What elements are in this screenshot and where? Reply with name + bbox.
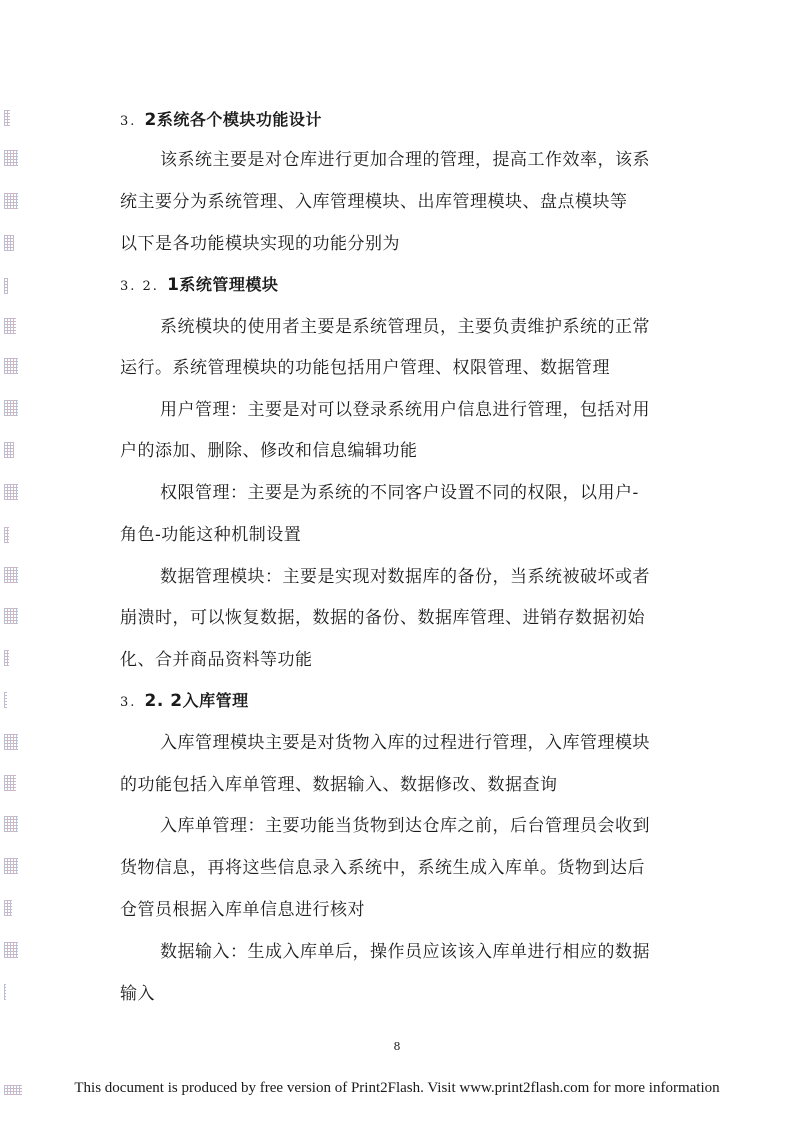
margin-mark bbox=[4, 608, 18, 624]
subsection-title: 系统管理模块 bbox=[179, 275, 279, 294]
paragraph-line: 角色-功能这种机制设置 bbox=[120, 525, 302, 545]
paragraph-line: 货物信息，再将这些信息录入系统中，系统生成入库单。货物到达后 bbox=[120, 858, 645, 878]
paragraph-line: 入库管理模块主要是对货物入库的过程进行管理，入库管理模块 bbox=[160, 733, 650, 753]
paragraph-line: 数据输入：生成入库单后，操作员应该该入库单进行相应的数据 bbox=[160, 942, 650, 962]
margin-mark bbox=[4, 278, 8, 294]
margin-mark bbox=[4, 193, 18, 209]
section-heading bbox=[120, 108, 680, 134]
paragraph-line: 崩溃时，可以恢复数据，数据的备份、数据库管理、进销存数据初始 bbox=[120, 608, 645, 628]
margin-mark bbox=[4, 110, 10, 126]
margin-mark bbox=[4, 527, 9, 543]
margin-mark bbox=[4, 984, 6, 1000]
paragraph-line: 入库单管理：主要功能当货物到达仓库之前，后台管理员会收到 bbox=[160, 816, 650, 836]
margin-mark bbox=[4, 442, 14, 458]
subsection-number-major: 1 bbox=[167, 275, 180, 295]
paragraph-line: 以下是各功能模块实现的功能分别为 bbox=[120, 234, 400, 254]
paragraph-line: 化、合并商品资料等功能 bbox=[120, 650, 313, 670]
subsection-heading bbox=[120, 273, 680, 299]
footer-notice: This document is produced by free version of Print2Flash. Visit www.print2flash.com for more information bbox=[74, 1080, 720, 1096]
margin-mark bbox=[4, 567, 18, 583]
paragraph-line: 数据管理模块：主要是实现对数据库的备份，当系统被破坏或者 bbox=[160, 567, 650, 587]
subsection-number: 3. 2. bbox=[120, 279, 166, 294]
subsection-heading bbox=[120, 689, 680, 715]
margin-mark bbox=[4, 318, 16, 334]
paragraph-line: 权限管理：主要是为系统的不同客户设置不同的权限，以用户- bbox=[160, 483, 639, 503]
subsection-number-major: 2. 2 bbox=[144, 691, 183, 711]
margin-mark bbox=[4, 942, 18, 958]
margin-mark bbox=[4, 150, 18, 166]
margin-mark bbox=[4, 400, 18, 416]
margin-mark bbox=[4, 650, 9, 666]
section-number: 3. bbox=[120, 114, 143, 129]
margin-mark bbox=[4, 484, 18, 500]
paragraph-line: 运行。系统管理模块的功能包括用户管理、权限管理、数据管理 bbox=[120, 358, 610, 378]
subsection-number: 3. bbox=[120, 695, 143, 710]
page-number: 8 bbox=[393, 1040, 401, 1053]
paragraph-line: 该系统主要是对仓库进行更加合理的管理，提高工作效率，该系 bbox=[160, 150, 650, 170]
margin-mark bbox=[4, 900, 12, 916]
margin-mark bbox=[4, 235, 14, 251]
margin-mark bbox=[4, 734, 18, 750]
margin-mark bbox=[4, 816, 18, 832]
margin-mark bbox=[4, 358, 18, 374]
paragraph-line: 用户管理：主要是对可以登录系统用户信息进行管理，包括对用 bbox=[160, 400, 650, 420]
margin-mark bbox=[4, 692, 7, 708]
paragraph-line: 统主要分为系统管理、入库管理模块、出库管理模块、盘点模块等 bbox=[120, 192, 628, 212]
paragraph-line: 户的添加、删除、修改和信息编辑功能 bbox=[120, 441, 418, 461]
paragraph-line: 输入 bbox=[120, 984, 155, 1004]
paragraph-line: 系统模块的使用者主要是系统管理员，主要负责维护系统的正常 bbox=[160, 317, 650, 337]
paragraph-line: 仓管员根据入库单信息进行核对 bbox=[120, 900, 365, 920]
margin-mark bbox=[4, 858, 18, 874]
section-title: 系统各个模块功能设计 bbox=[156, 110, 322, 129]
margin-mark bbox=[4, 775, 16, 791]
subsection-title: 入库管理 bbox=[182, 691, 249, 710]
paragraph-line: 的功能包括入库单管理、数据输入、数据修改、数据查询 bbox=[120, 775, 558, 795]
section-number-major: 2 bbox=[144, 110, 157, 130]
margin-artifacts bbox=[0, 0, 28, 1123]
